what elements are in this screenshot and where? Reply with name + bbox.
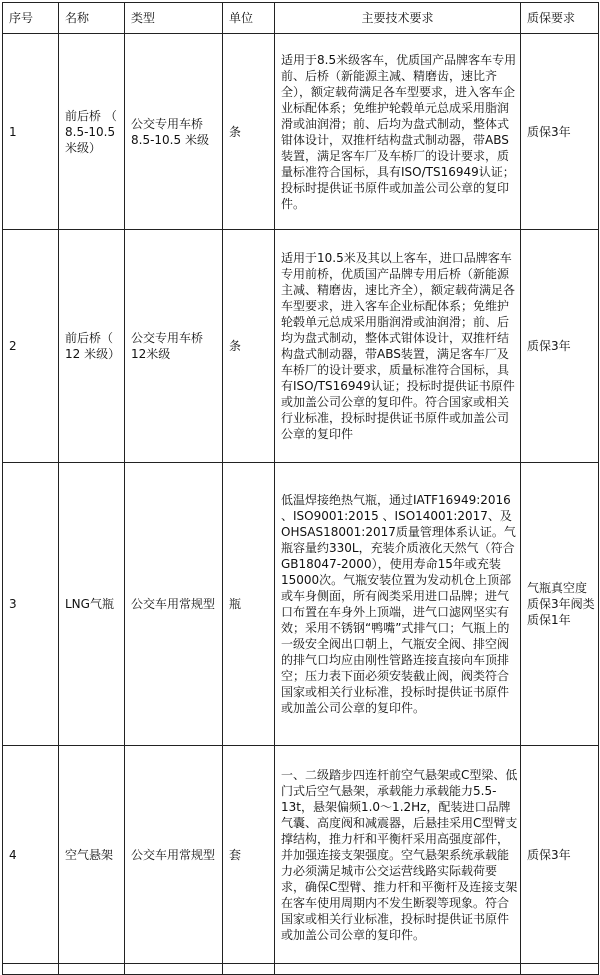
header-type: 类型 [125,3,223,34]
table-row [3,463,599,746]
item-unit: 套 [223,746,275,964]
item-warranty: 质保3年 [521,746,599,964]
header-warranty: 质保要求 [521,3,599,34]
item-name: 前后桥 （ 8.5-10.5 米级） [59,34,125,230]
row-number: 4 [3,746,59,964]
item-type: 公交专用车桥 12米级 [125,230,223,463]
row-number: 3 [3,463,59,746]
item-requirement: 适用于10.5米及其以上客车，进口品牌客车专用前桥，优质国产品牌专用后桥（新能源主减、精磨齿，速比齐全），额定载荷满足各车型要求，进入客车企业标配体系；免维护轮毂单元总成采用脂润滑或油润滑；前、后均为盘式制动，整体式钳体设计，双推杆结构盘式制动器，带ABS装置，满足客车厂及车桥厂的设计要求，质量标准符合国标，具有ISO/TS16949认证；投标时提供证书原件或加盖公司公章的复印件。符合国家或相关行业标准，投标时提供证书原件或加盖公司公章的复印件 [275,230,521,463]
item-type: 公交车用常规型 [125,463,223,746]
header-no: 序号 [3,3,59,34]
spec-table [2,2,599,975]
item-warranty: 气瓶真空度质保3年阀类质保1年 [521,463,599,746]
header-name: 名称 [59,3,125,34]
item-requirement: 适用于8.5米级客车，优质国产品牌客车专用前、后桥（新能源主减、精磨齿，速比齐全），额定载荷满足各车型要求，进入客车企业标配体系；免维护轮毂单元总成采用脂润滑或油润滑；前、后均为盘式制动，整体式钳体设计，双推杆结构盘式制动器，带ABS装置，满足客车厂及车桥厂的设计要求，质量标准符合国标，具有ISO/TS16949认证；投标时提供证书原件或加盖公司公章的复印件。 [275,34,521,230]
item-name: LNG气瓶 [59,463,125,746]
item-warranty: 质保3年 [521,230,599,463]
header-unit: 单位 [223,3,275,34]
header-requirement: 主要技术要求 [275,3,521,34]
item-type: 公交专用车桥 8.5-10.5 米级 [125,34,223,230]
item-unit: 条 [223,34,275,230]
item-name: 前后桥（ 12 米级） [59,230,125,463]
header-row [3,3,599,34]
table-row [3,230,599,463]
table-row [3,34,599,230]
item-unit: 瓶 [223,463,275,746]
item-requirement: 低温焊接绝热气瓶，通过IATF16949:2016 、ISO9001:2015 、ISO14001:2017、及OHSAS18001:2017质量管理体系认证。气瓶容量约330L，充装介质液化天然气（符合GB18047-2000），使用寿命15年或充装15000次。气瓶安装位置为发动机仓上顶部或车身侧面，所有阀类采用进口品牌；进气口布置在车身外上顶端，进气口滤网坚实有效；采用不锈钢“鸭嘴”式排气口；气瓶上的一级安全阀出口朝上，气瓶安全阀、排空阀的排气口均应由刚性管路连接直接向车顶排空；压力表下面必须安装截止阀，阀类符合国家或相关行业标准，投标时提供证书原件或加盖公司公章的复印件。 [275,463,521,746]
row-number: 2 [3,230,59,463]
item-requirement: 一、二级踏步四连杆前空气悬架或C型梁、低门式后空气悬架，承载能力承载能力5.5-13t，悬架偏频1.0～1.2Hz，配装进口品牌气囊、高度阀和减震器，后悬挂采用C型臂支撑结构，推力杆和平衡杆采用高强度部件，并加强连接支架强度。空气悬架系统承载能力必须满足城市公交运营线路实际载荷要求，确保C型臂、推力杆和平衡杆及连接支架在客车使用周期内不发生断裂等现象。符合国家或相关行业标准，投标时提供证书原件或加盖公司公章的复印件。 [275,746,521,964]
table-row [3,746,599,964]
table-row-cut [3,964,599,975]
item-name: 空气悬架 [59,746,125,964]
item-type: 公交车用常规型 [125,746,223,964]
item-unit: 条 [223,230,275,463]
item-warranty: 质保3年 [521,34,599,230]
row-number: 1 [3,34,59,230]
